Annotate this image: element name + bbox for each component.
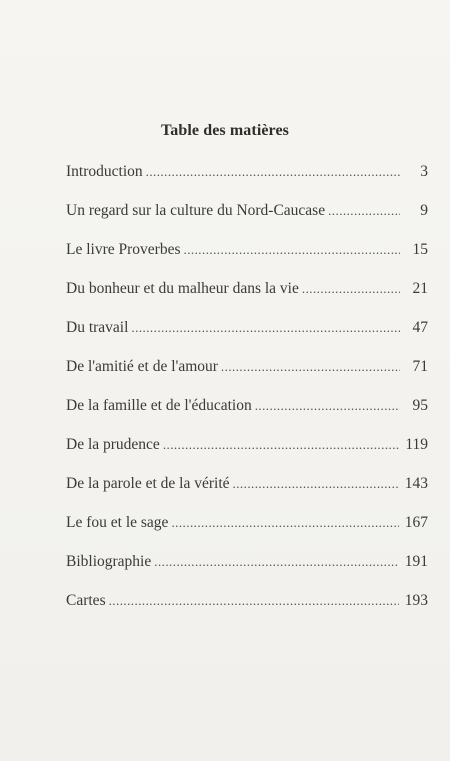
toc-entry-page-number: 15 [412,241,428,258]
toc-entry-bonheur-malheur [66,269,428,308]
toc-entry-page-number: 71 [412,358,428,375]
toc-entry-label: De la parole et de la vérité [66,475,230,492]
toc-entry-introduction [66,152,428,191]
toc-entry-page-number: 95 [412,397,428,414]
toc-entry-page-number: 21 [412,280,428,297]
toc-entry-label: Cartes [66,592,106,609]
toc-entry-famille-education [66,386,428,425]
toc-entry-livre-proverbes [66,230,428,269]
dot-leader [184,230,401,269]
toc-entry-page-number: 47 [412,319,428,336]
toc-entry-parole-verite [66,464,428,503]
toc-entry-label: Bibliographie [66,553,152,570]
toc-entry-travail [66,308,428,347]
dot-leader [171,503,398,542]
dot-leader [328,191,400,230]
toc-title: Table des matières [160,122,290,139]
toc-entry-culture-nord-caucase [66,191,428,230]
dot-leader [233,464,399,503]
toc-entry-page-number: 9 [420,202,428,219]
toc-entry-label: Du travail [66,319,129,336]
toc-entry-prudence [66,425,428,464]
toc-entry-page-number: 119 [405,436,428,453]
toc-entry-page-number: 3 [420,163,428,180]
toc-entry-fou-sage [66,503,428,542]
toc-entry-label: Le livre Proverbes [66,241,181,258]
toc-list [66,152,428,620]
toc-entry-label: Du bonheur et du malheur dans la vie [66,280,299,297]
toc-entry-page-number: 167 [404,514,428,531]
toc-entry-amitie-amour [66,347,428,386]
toc-entry-cartes [66,581,428,620]
toc-entry-label: De la prudence [66,436,160,453]
dot-leader [221,347,400,386]
toc-entry-label: Le fou et le sage [66,514,169,531]
toc-entry-label: Un regard sur la culture du Nord-Caucase [66,202,326,219]
dot-leader [146,152,400,191]
dot-leader [163,425,400,464]
dot-leader [109,581,399,620]
dot-leader [255,386,400,425]
dot-leader [154,542,399,581]
toc-entry-label: De la famille et de l'éducation [66,397,252,414]
toc-entry-label: Introduction [66,163,143,180]
dot-leader [302,269,400,308]
toc-entry-page-number: 193 [404,592,428,609]
dot-leader [131,308,400,347]
toc-entry-label: De l'amitié et de l'amour [66,358,218,375]
toc-entry-bibliographie [66,542,428,581]
toc-entry-page-number: 191 [404,553,428,570]
toc-entry-page-number: 143 [404,475,428,492]
